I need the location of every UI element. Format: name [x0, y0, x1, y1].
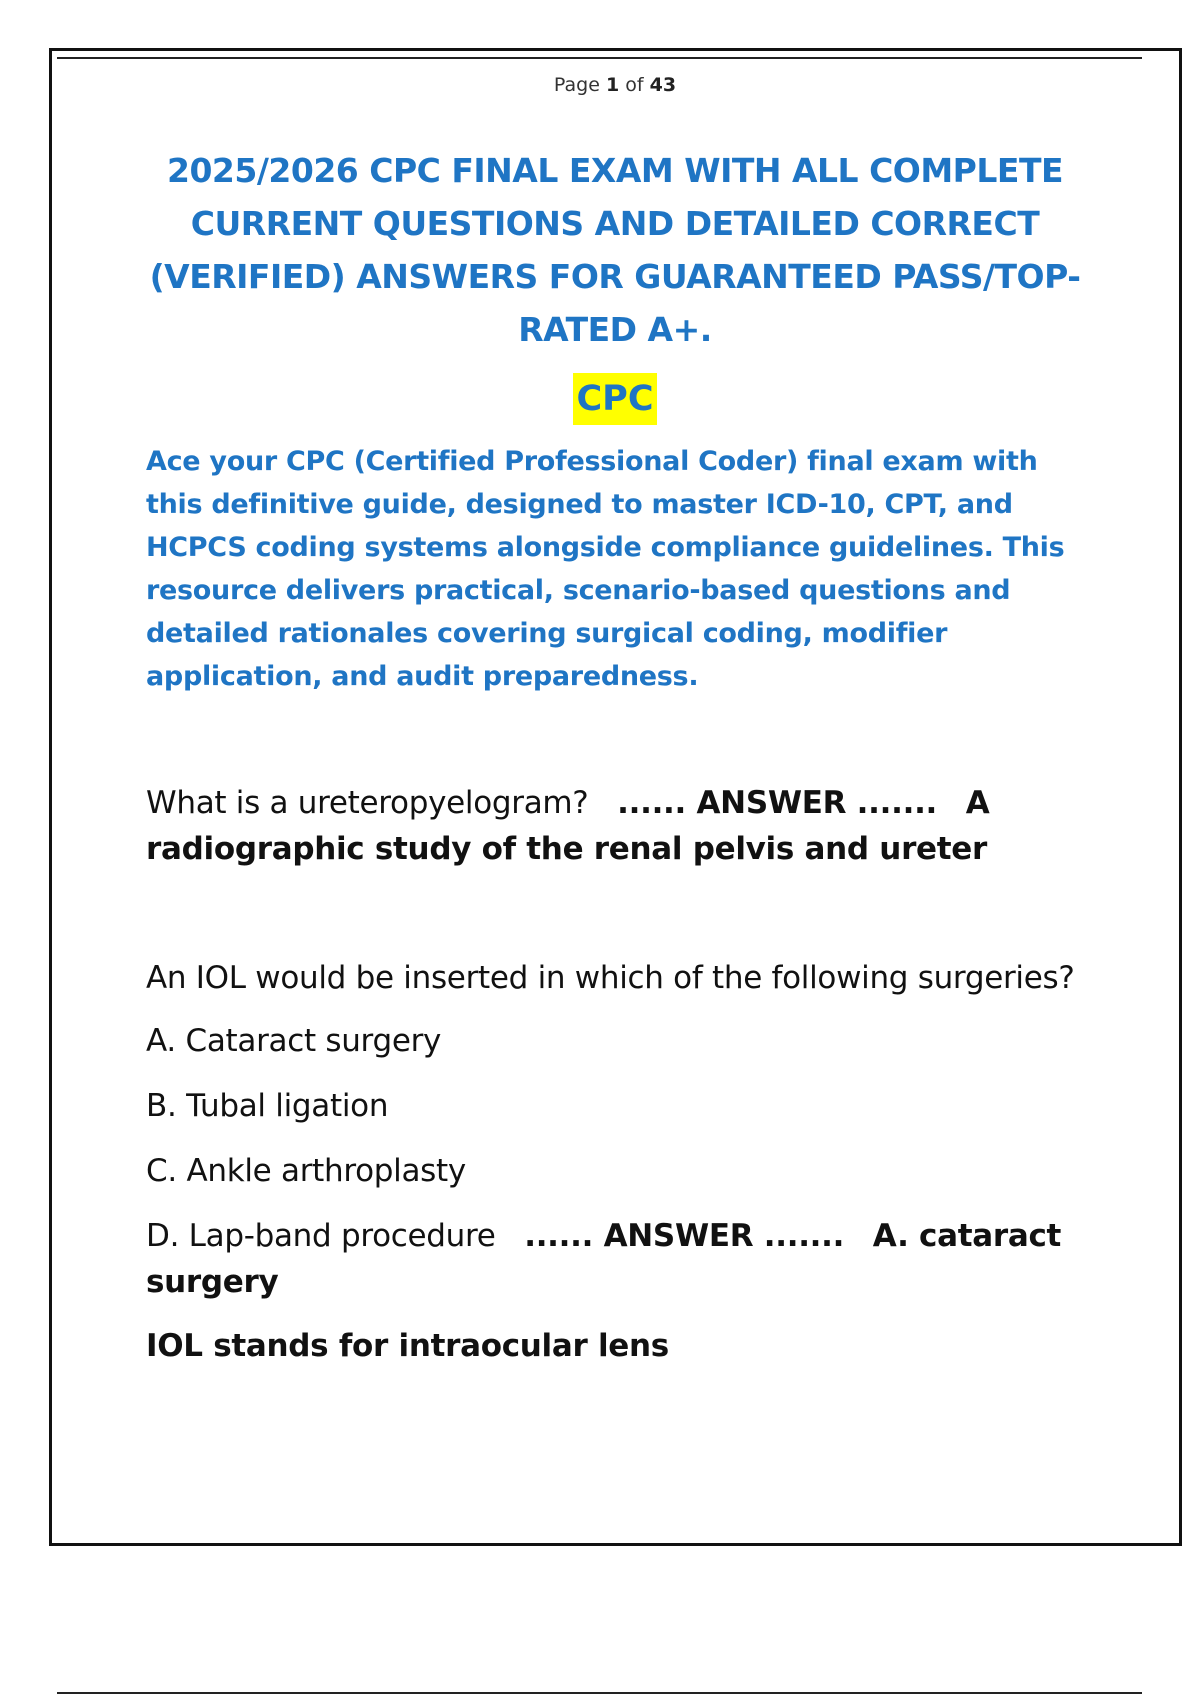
question-2-note: IOL stands for intraocular lens: [146, 1328, 669, 1364]
footer-rule: [57, 1692, 1142, 1694]
question-2-answer: A. cataract surgery: [146, 1218, 1062, 1300]
document-title: 2025/2026 CPC FINAL EXAM WITH ALL COMPLETE CURRENT QUESTIONS AND DETAILED CORRECT (VERIFIED) ANSWERS FOR GUARANTEED PASS/TOP-RATED A+.: [149, 151, 1081, 349]
page-number-current: 1: [605, 74, 620, 96]
badge-container: [0, 373, 1200, 425]
page-number-total: 43: [649, 74, 677, 96]
question-2-option-a: A. Cataract surgery: [146, 1023, 442, 1059]
question-2-option-d-line: [146, 1213, 1106, 1305]
question-1-answer: A radiographic study of the renal pelvis and ureter: [146, 785, 990, 867]
question-2-option-c: C. Ankle arthroplasty: [146, 1153, 466, 1189]
question-1-text: What is a ureteropyelogram?: [146, 785, 589, 821]
page-number: [0, 74, 1200, 96]
question-2-option-d: D. Lap-band procedure: [146, 1218, 496, 1254]
question-2-option-b: B. Tubal ligation: [146, 1088, 389, 1124]
cpc-highlight-badge: CPC: [573, 373, 656, 425]
page-number-separator: of: [619, 74, 650, 96]
question-1: [146, 780, 1106, 872]
question-1-answer-marker: ...... ANSWER .......: [617, 785, 938, 821]
question-2-answer-marker: ...... ANSWER .......: [524, 1218, 845, 1254]
question-2-text: An IOL would be inserted in which of the following surgeries?: [146, 960, 1075, 996]
page-number-prefix: Page: [553, 74, 606, 96]
intro-paragraph: Ace your CPC (Certified Professional Coder) final exam with this definitive guide, designed to master ICD-10, CPT, and HCPCS coding systems alongside compliance guidelines. This resource delivers practical, scenario-based questions and detailed rationales covering surgical coding, modifier application, and audit preparedness.: [146, 446, 1065, 692]
